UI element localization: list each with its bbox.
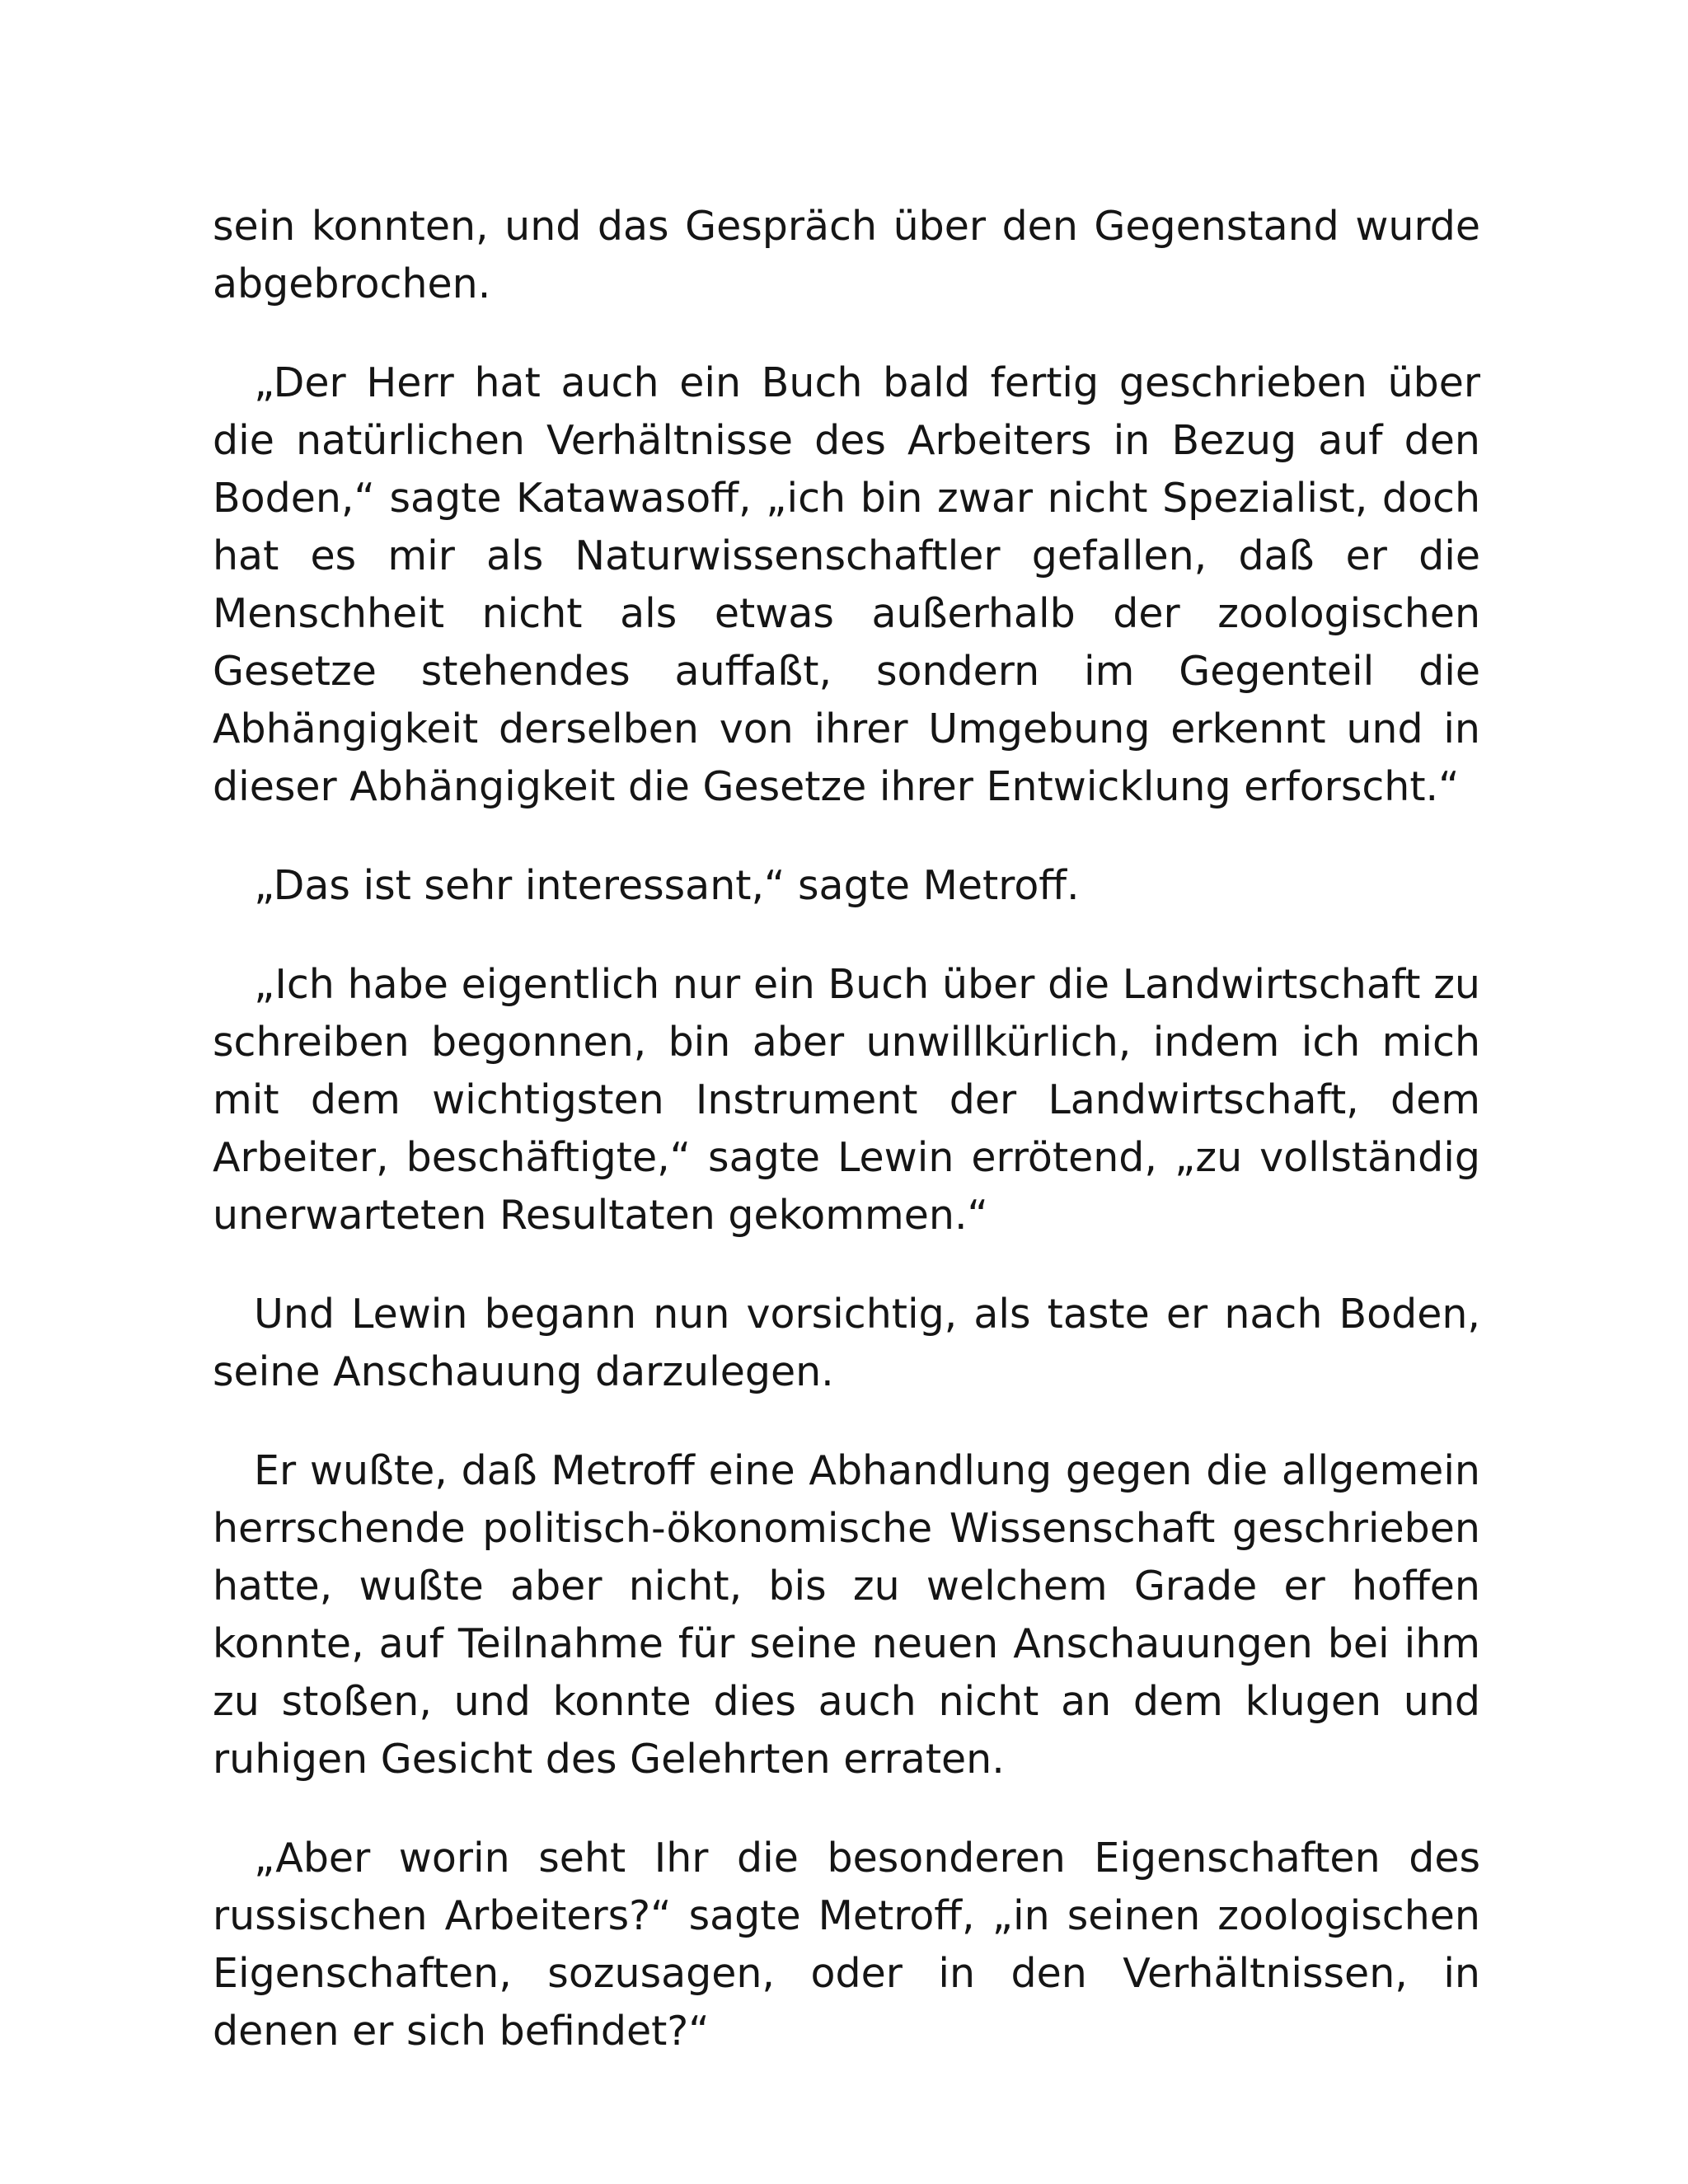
paragraph-1: sein konnten, und das Gespräch über den Gegenstand wurde abgebrochen. xyxy=(213,203,1480,307)
paragraph-2: „Der Herr hat auch ein Buch bald fertig geschrieben über die natürlichen Verhältnisse des Arbeiters in Bezug auf den Boden,“ sagte Katawasoff, „ich bin zwar nicht Spezialist, doch hat es mir als Naturwissenschaftler gefallen, daß er die Menschheit nicht als etwas außerhalb der zoologischen Gesetze stehendes auffaßt, sondern im Gegenteil die Abhängigkeit derselben von ihrer Umgebung erkennt und in dieser Abhängigkeit die Gesetze ihrer Entwicklung erforscht.“ xyxy=(213,359,1480,810)
paragraph-3: „Das ist sehr interessant,“ sagte Metroff. xyxy=(254,862,1080,909)
paragraph-7: „Aber worin seht Ihr die besonderen Eigenschaften des russischen Arbeiters?“ sagte Metroff, „in seinen zoologischen Eigenschaften, sozusagen, oder in den Verhältnissen, in denen er sich befindet?“ xyxy=(213,1835,1480,2055)
paragraph-4: „Ich habe eigentlich nur ein Buch über die Landwirtschaft zu schreiben begonnen, bin aber unwillkürlich, indem ich mich mit dem wichtigsten Instrument der Landwirtschaft, dem Arbeiter, beschäftigte,“ sagte Lewin errötend, „zu vollständig unerwarteten Resultaten gekommen.“ xyxy=(213,961,1480,1239)
document-page xyxy=(213,198,1480,2102)
paragraph-6: Er wußte, daß Metroff eine Abhandlung gegen die allgemein herrschende politisch-ökonomische Wissenschaft geschrieben hatte, wußte aber nicht, bis zu welchem Grade er hoffen konnte, auf Teilnahme für seine neuen Anschauungen bei ihm zu stoßen, und konnte dies auch nicht an dem klugen und ruhigen Gesicht des Gelehrten erraten. xyxy=(213,1447,1480,1783)
paragraph-5: Und Lewin begann nun vorsichtig, als taste er nach Boden, seine Anschauung darzulegen. xyxy=(213,1291,1480,1395)
